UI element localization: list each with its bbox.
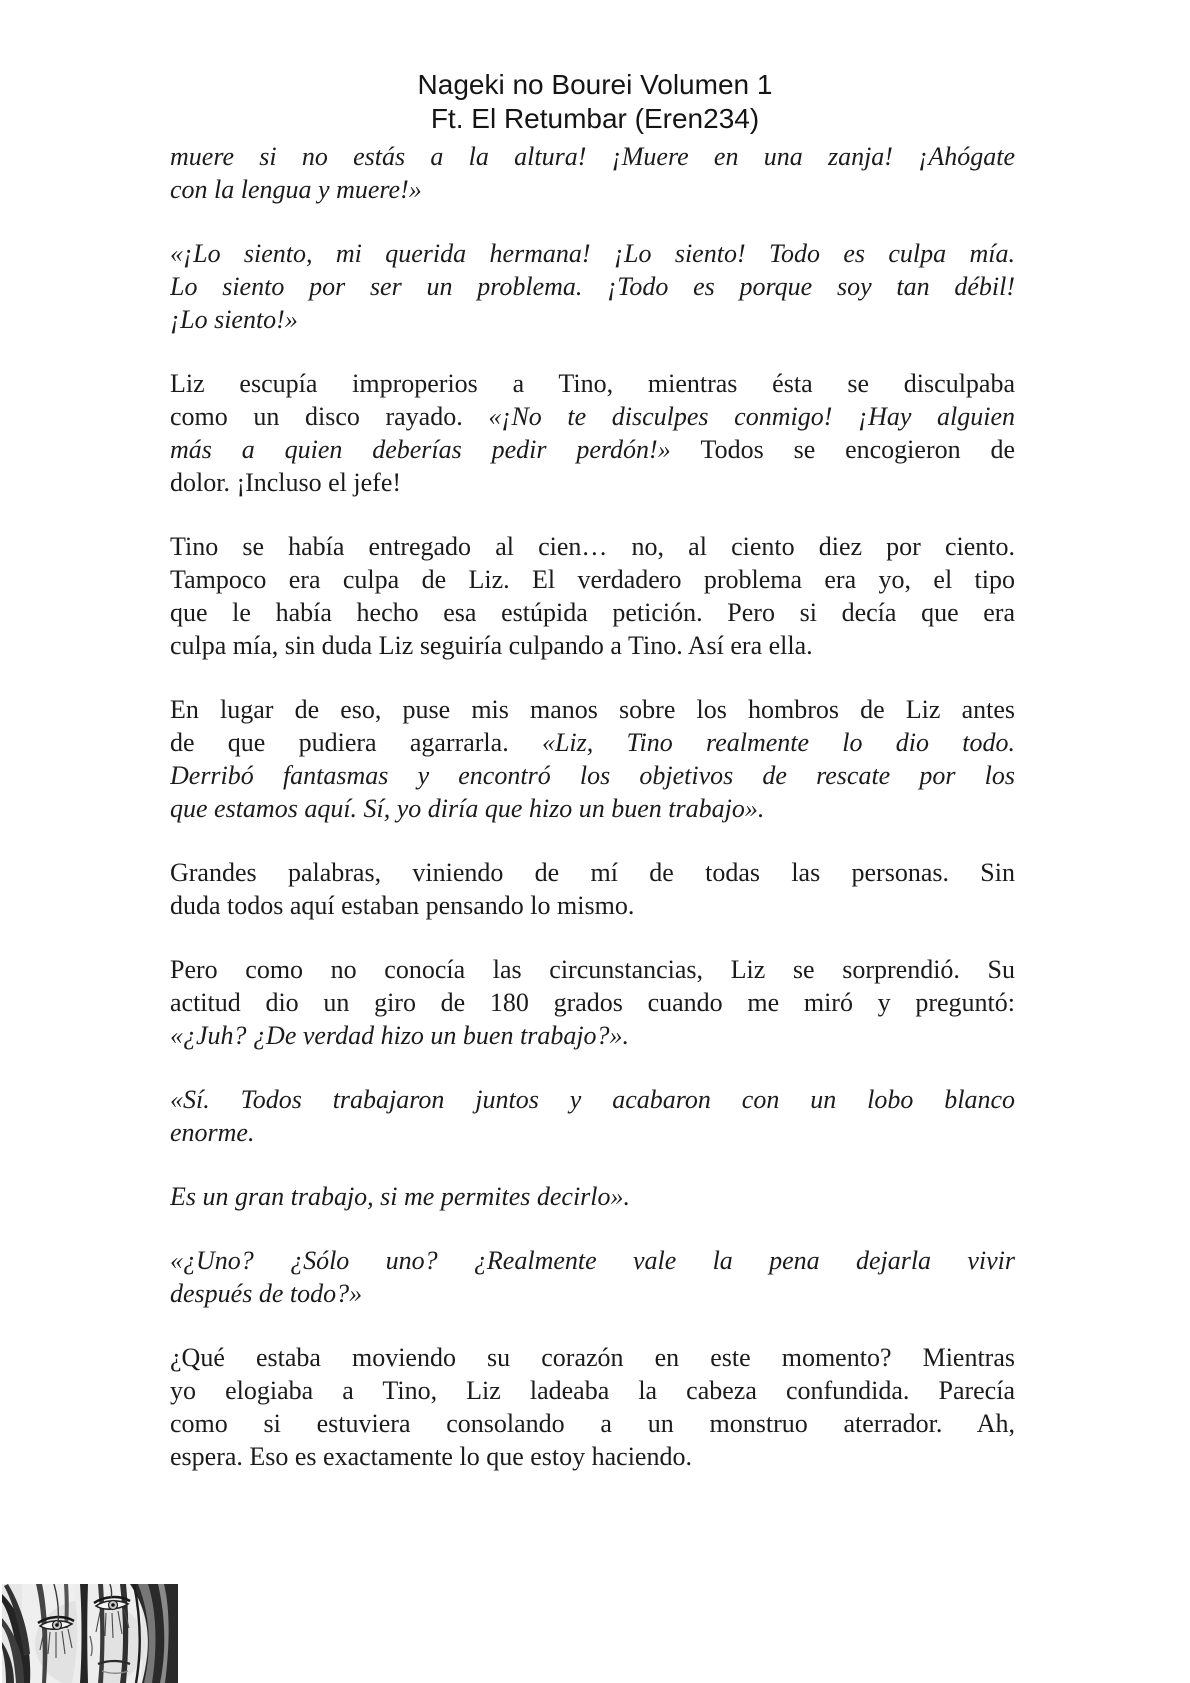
text-line xyxy=(170,400,1015,433)
text-run: Tampoco era culpa de Liz. El verdadero problema era yo, el tipo xyxy=(170,565,1015,594)
text-run: que estamos aquí. Sí, yo diría que hizo un buen trabajo». xyxy=(170,794,765,823)
paragraph xyxy=(170,1341,1015,1473)
paragraph xyxy=(170,1180,1015,1213)
text-run: con la lengua y muere!» xyxy=(170,175,422,204)
paragraph xyxy=(170,1083,1015,1149)
document-subtitle: Ft. El Retumbar (Eren234) xyxy=(430,103,760,134)
text-line xyxy=(170,1083,1015,1116)
text-line xyxy=(170,173,1015,206)
text-line xyxy=(170,596,1015,629)
text-line xyxy=(170,629,1015,662)
text-run: de que pudiera agarrarla. xyxy=(170,728,542,757)
text-run: dolor. ¡Incluso el jefe! xyxy=(170,468,402,497)
text-line xyxy=(170,726,1015,759)
paragraph xyxy=(170,693,1015,825)
text-run: Liz escupía improperios a Tino, mientras ésta se disculpaba xyxy=(170,369,1015,398)
text-line xyxy=(170,466,1015,499)
text-line xyxy=(170,1341,1015,1374)
text-line xyxy=(170,856,1015,889)
text-run: «¿Juh? ¿De verdad hizo un buen trabajo?». xyxy=(170,1021,630,1050)
text-run: «Sí. Todos trabajaron juntos y acabaron con un lobo blanco xyxy=(170,1085,1015,1114)
text-line xyxy=(170,1019,1015,1052)
text-run: En lugar de eso, puse mis manos sobre los hombros de Liz antes xyxy=(170,695,1015,724)
text-run: Lo siento por ser un problema. ¡Todo es porque soy tan débil! xyxy=(170,272,1015,301)
paragraph xyxy=(170,953,1015,1052)
text-line xyxy=(170,953,1015,986)
text-run: Tino se había entregado al cien… no, al ciento diez por ciento. xyxy=(170,532,1015,561)
text-run: «¿Uno? ¿Sólo uno? ¿Realmente vale la pena dejarla vivir xyxy=(170,1246,1015,1275)
text-run: «¡No te disculpes conmigo! ¡Hay alguien xyxy=(488,402,1015,431)
paragraph xyxy=(170,856,1015,922)
text-line xyxy=(170,367,1015,400)
text-run: actitud dio un giro de 180 grados cuando me miró y preguntó: xyxy=(170,988,1015,1017)
text-line xyxy=(170,1407,1015,1440)
text-run: ¿Qué estaba moviendo su corazón en este momento? Mientras xyxy=(170,1343,1015,1372)
paragraph xyxy=(170,1244,1015,1310)
text-run: que le había hecho esa estúpida petición. Pero si decía que era xyxy=(170,598,1015,627)
text-line xyxy=(170,1277,1015,1310)
text-line xyxy=(170,140,1015,173)
text-run: Todos se encogieron de xyxy=(700,435,1015,464)
paragraph xyxy=(170,367,1015,499)
body-text xyxy=(170,140,1015,1473)
text-run: muere si no estás a la altura! ¡Muere en una zanja! ¡Ahógate xyxy=(170,142,1015,171)
document-header xyxy=(0,0,1190,136)
text-line xyxy=(170,986,1015,1019)
manga-face-image xyxy=(2,1584,178,1683)
text-line xyxy=(170,270,1015,303)
text-run: culpa mía, sin duda Liz seguiría culpando a Tino. Así era ella. xyxy=(170,631,813,660)
text-run: después de todo?» xyxy=(170,1279,363,1308)
text-run: espera. Eso es exactamente lo que estoy haciendo. xyxy=(170,1442,692,1471)
manga-face-illustration-svg xyxy=(2,1584,178,1683)
text-run: yo elogiaba a Tino, Liz ladeaba la cabeza confundida. Parecía xyxy=(170,1376,1015,1405)
text-run: como si estuviera consolando a un monstruo aterrador. Ah, xyxy=(170,1409,1015,1438)
text-run: más a quien deberías pedir perdón!» xyxy=(170,435,701,464)
text-line xyxy=(170,693,1015,726)
paragraph xyxy=(170,237,1015,336)
text-line xyxy=(170,1180,1015,1213)
text-run: Pero como no conocía las circunstancias, Liz se sorprendió. Su xyxy=(170,955,1015,984)
text-line xyxy=(170,530,1015,563)
text-line xyxy=(170,792,1015,825)
text-line xyxy=(170,237,1015,270)
text-line xyxy=(170,1440,1015,1473)
text-line xyxy=(170,1374,1015,1407)
text-line xyxy=(170,563,1015,596)
text-line xyxy=(170,1116,1015,1149)
document-title: Nageki no Bourei Volumen 1 xyxy=(417,69,773,100)
text-run: Grandes palabras, viniendo de mí de todas las personas. Sin xyxy=(170,858,1015,887)
text-line xyxy=(170,759,1015,792)
text-run: Es un gran trabajo, si me permites decirlo». xyxy=(170,1182,631,1211)
text-line xyxy=(170,303,1015,336)
text-run: «Liz, Tino realmente lo dio todo. xyxy=(541,728,1015,757)
text-run: Derribó fantasmas y encontró los objetivos de rescate por los xyxy=(170,761,1015,790)
text-line xyxy=(170,889,1015,922)
paragraph xyxy=(170,530,1015,662)
text-line xyxy=(170,433,1015,466)
text-run: como un disco rayado. xyxy=(170,402,489,431)
paragraph xyxy=(170,140,1015,206)
text-run: «¡Lo siento, mi querida hermana! ¡Lo siento! Todo es culpa mía. xyxy=(170,239,1015,268)
text-run: enorme. xyxy=(170,1118,255,1147)
text-run: duda todos aquí estaban pensando lo mismo. xyxy=(170,891,635,920)
text-run: ¡Lo siento!» xyxy=(170,305,298,334)
text-line xyxy=(170,1244,1015,1277)
